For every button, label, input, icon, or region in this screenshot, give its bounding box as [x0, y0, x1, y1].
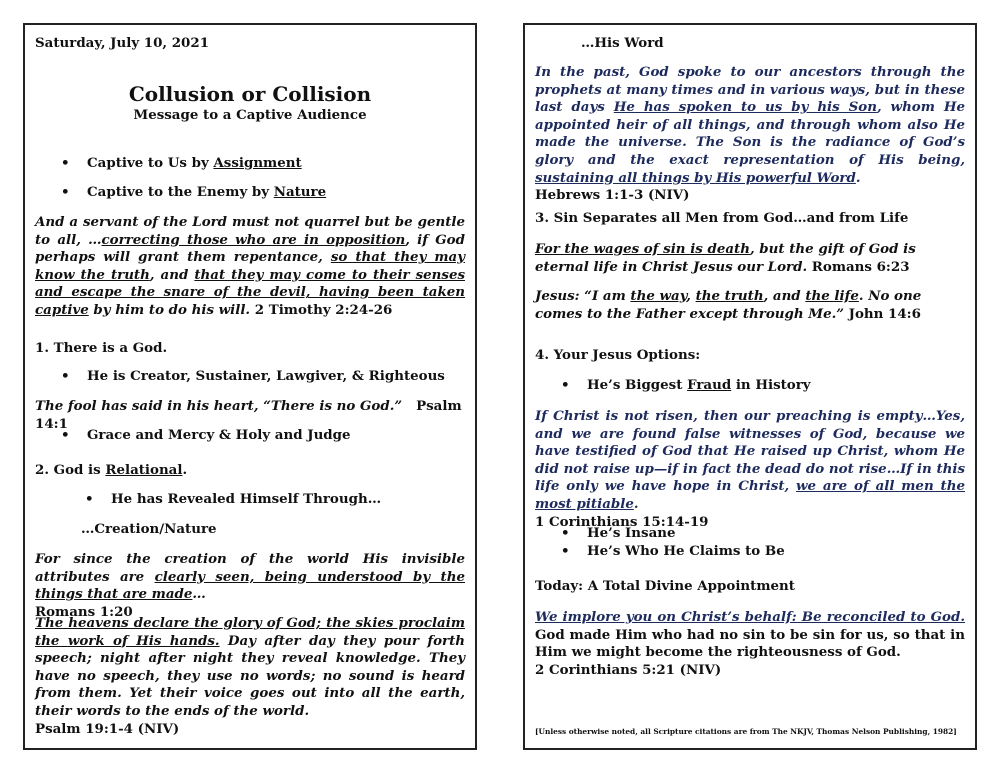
page-title: Collusion or Collision [128, 82, 372, 106]
page-subtitle: Message to a Captive Audience [133, 107, 367, 123]
hebrews-passage: In the past, God spoke to our ancestors through the prophets at many times and in various ways, but in these last days He has spoken to us by his Son, whom He appointed heir of all things, and through whom also He made the universe. The Son is the radiance of God’s glory and the exact representation of His being, sustaining all things by His powerful Word. Hebrews 1:1-3 (NIV) [535, 64, 966, 204]
corinthians-5-ref: 2 Corinthians 5:21 (NIV) [535, 661, 722, 678]
romans-1-passage: For since the creation of the world His invisible attributes are clearly seen, being understood by the things that are made… Romans 1:20 [35, 551, 466, 620]
hebrews-ref: Hebrews 1:1-3 (NIV) [535, 187, 690, 204]
psalm-19-passage: The heavens declare the glory of God; the skies proclaim the work of His hands. Day after day they pour forth speech; night after night they reveal knowledge. They have no speech, they use no words; no sound is heard from them. Yet their voice goes out into all the earth, their words to the ends of the world. Psalm 19:1-4 (NIV) [35, 615, 466, 737]
fool-passage: The fool has said in his heart, “There is no God.” Psalm 14:1 [35, 398, 462, 432]
bullet-dot-icon: • [61, 427, 70, 443]
bullet-captive-us: • Captive to Us by Assignment [61, 155, 302, 171]
creation-nature: …Creation/Nature [81, 521, 217, 537]
footnote: [Unless otherwise noted, all Scripture citations are from The NKJV, Thomas Nelson Publishing, 1982] [535, 727, 957, 736]
bullet-claims: • He’s Who He Claims to Be [561, 543, 785, 559]
bullet-dot-icon: • [561, 543, 570, 559]
romans-6-ref: Romans 6:23 [807, 258, 910, 275]
bullet-creator: • He is Creator, Sustainer, Lawgiver, & Righteous [61, 368, 445, 384]
john-ref: John 14:6 [843, 305, 921, 322]
bullet-grace: • Grace and Mercy & Holy and Judge [61, 427, 351, 443]
bullet-fraud: • He’s Biggest Fraud in History [561, 377, 811, 393]
timothy-passage: And a servant of the Lord must not quarrel but be gentle to all, …correcting those who are in opposition, if God perhaps will grant them repentance, so that they may know the truth, and that they may come to their senses and escape the snare of the devil, having been taken captive by him to do his will. 2 Timothy 2:24-26 [35, 214, 465, 318]
john-passage: Jesus: “I am the way, the truth, and the life. No one comes to the Father except through Me.” John 14:6 [535, 288, 922, 322]
timothy-ref: 2 Timothy 2:24-26 [250, 301, 393, 318]
today-heading: Today: A Total Divine Appointment [535, 578, 795, 594]
heading-1: 1. There is a God. [35, 340, 168, 356]
romans-1-ref: Romans 1:20 [35, 603, 133, 620]
left-page [23, 23, 477, 750]
bullet-captive-enemy: • Captive to the Enemy by Nature [61, 184, 327, 200]
bullet-revealed: • He has Revealed Himself Through… [85, 491, 382, 507]
heading-4: 4. Your Jesus Options: [535, 347, 701, 363]
date-line: Saturday, July 10, 2021 [35, 35, 210, 51]
corinthians-15-passage: If Christ is not risen, then our preaching is empty…Yes, and we are found false witnesses of God, because we have testified of God that He raised up Christ, whom He did not raise up—if in fact the dead do not rise…If in this life only we have hope in Christ, we are of all men the most pitiable. 1 Corinthians 15:14-19 [535, 408, 965, 530]
heading-2: 2. God is Relational. [35, 462, 188, 478]
bullet-dot-icon: • [61, 368, 70, 384]
his-word: …His Word [581, 35, 664, 51]
bullet-dot-icon: • [61, 184, 70, 200]
bullet-dot-icon: • [561, 377, 570, 393]
heading-3: 3. Sin Separates all Men from God…and from Life [535, 210, 909, 226]
bullet-dot-icon: • [85, 491, 94, 507]
corinthians-15-ref: 1 Corinthians 15:14-19 [535, 513, 709, 530]
fool-ref: Psalm 14:1 [35, 398, 462, 432]
corinthians-5-passage: We implore you on Christ’s behalf: Be reconciled to God. God made Him who had no sin to be sin for us, so that in Him we might become the righteousness of God. 2 Corinthians 5:21 (NIV) [535, 609, 965, 678]
right-page [523, 23, 977, 750]
bullet-insane: • He’s Insane [561, 525, 676, 541]
bullet-dot-icon: • [561, 525, 570, 541]
bullet-dot-icon: • [61, 155, 70, 171]
romans-6-passage: For the wages of sin is death, but the gift of God is eternal life in Christ Jesus our Lord. Romans 6:23 [535, 241, 916, 275]
psalm-19-ref: Psalm 19:1-4 (NIV) [35, 720, 180, 737]
